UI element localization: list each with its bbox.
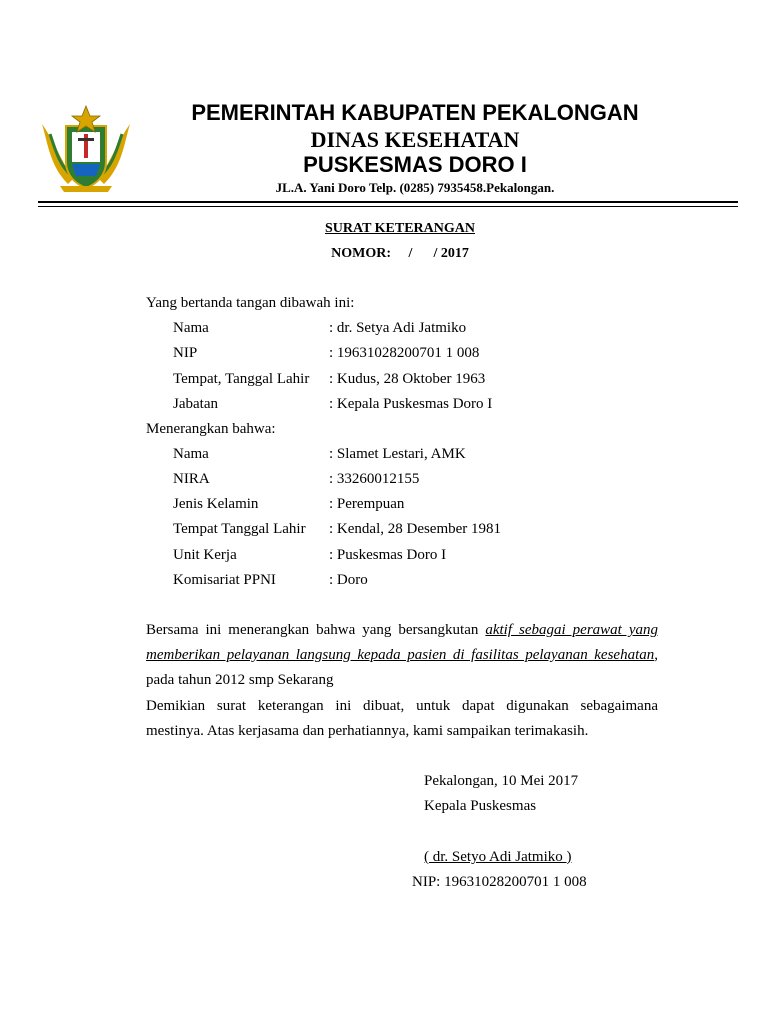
field-value: : Slamet Lestari, AMK	[329, 446, 466, 462]
body-emphasis: aktif sebagai perawat yang	[485, 622, 658, 638]
body-text: ,	[654, 647, 658, 663]
field-label: Nama	[173, 320, 209, 336]
field-value: : Doro	[329, 572, 368, 588]
signature-nip: NIP: 19631028200701 1 008	[412, 874, 587, 890]
field-label: Tempat Tanggal Lahir	[173, 521, 306, 537]
field-label: Tempat, Tanggal Lahir	[173, 371, 310, 387]
field-value: : dr. Setya Adi Jatmiko	[329, 320, 467, 336]
field-value: : 19631028200701 1 008	[329, 345, 480, 361]
letter-number: NOMOR: / / 2017	[331, 246, 469, 261]
menerangkan-text: Menerangkan bahwa:	[146, 421, 276, 437]
body-text: Bersama ini menerangkan bahwa yang bersangkutan	[146, 622, 486, 638]
body-emphasis: memberikan pelayanan langsung kepada pasien di fasilitas pelayanan kesehatan	[146, 647, 655, 663]
letterhead-divider-thin	[38, 206, 738, 207]
letter-title: SURAT KETERANGAN	[324, 221, 475, 236]
field-value: : Perempuan	[329, 496, 405, 512]
field-label: Jabatan	[173, 396, 218, 412]
body-line: mestinya. Atas kerjasama dan perhatiannya, kami sampaikan terimakasih.	[146, 723, 589, 739]
regency-emblem-icon	[38, 104, 134, 194]
field-value: : 33260012155	[329, 471, 420, 487]
field-label: Komisariat PPNI	[173, 572, 276, 588]
letterhead-address: JL.A. Yani Doro Telp. (0285) 7935458.Pekalongan.	[275, 180, 555, 195]
body-line: Demikian surat keterangan ini dibuat, untuk dapat digunakan sebagaimana	[146, 698, 658, 714]
letterhead-puskesmas: PUSKESMAS DORO I	[303, 152, 527, 177]
letterhead-agency: DINAS KESEHATAN	[310, 127, 520, 152]
body-line	[146, 618, 658, 643]
signature-name: ( dr. Setyo Adi Jatmiko )	[424, 849, 572, 865]
field-value: : Kendal, 28 Desember 1981	[329, 521, 502, 537]
field-value: : Kudus, 28 Oktober 1963	[329, 371, 486, 387]
field-label: Unit Kerja	[173, 547, 237, 563]
body-line	[146, 643, 658, 668]
body-line: pada tahun 2012 smp Sekarang	[146, 672, 334, 688]
field-label: Jenis Kelamin	[173, 496, 259, 512]
field-label: Nama	[173, 446, 209, 462]
field-value: : Kepala Puskesmas Doro I	[329, 396, 493, 412]
signature-position: Kepala Puskesmas	[424, 798, 537, 814]
intro-text: Yang bertanda tangan dibawah ini:	[146, 295, 355, 311]
field-label: NIRA	[173, 471, 210, 487]
field-value: : Puskesmas Doro I	[329, 547, 447, 563]
signature-place-date: Pekalongan, 10 Mei 2017	[424, 773, 579, 789]
field-label: NIP	[173, 345, 198, 361]
letterhead-government: PEMERINTAH KABUPATEN PEKALONGAN	[191, 100, 639, 125]
letterhead-divider-thick	[38, 201, 738, 203]
